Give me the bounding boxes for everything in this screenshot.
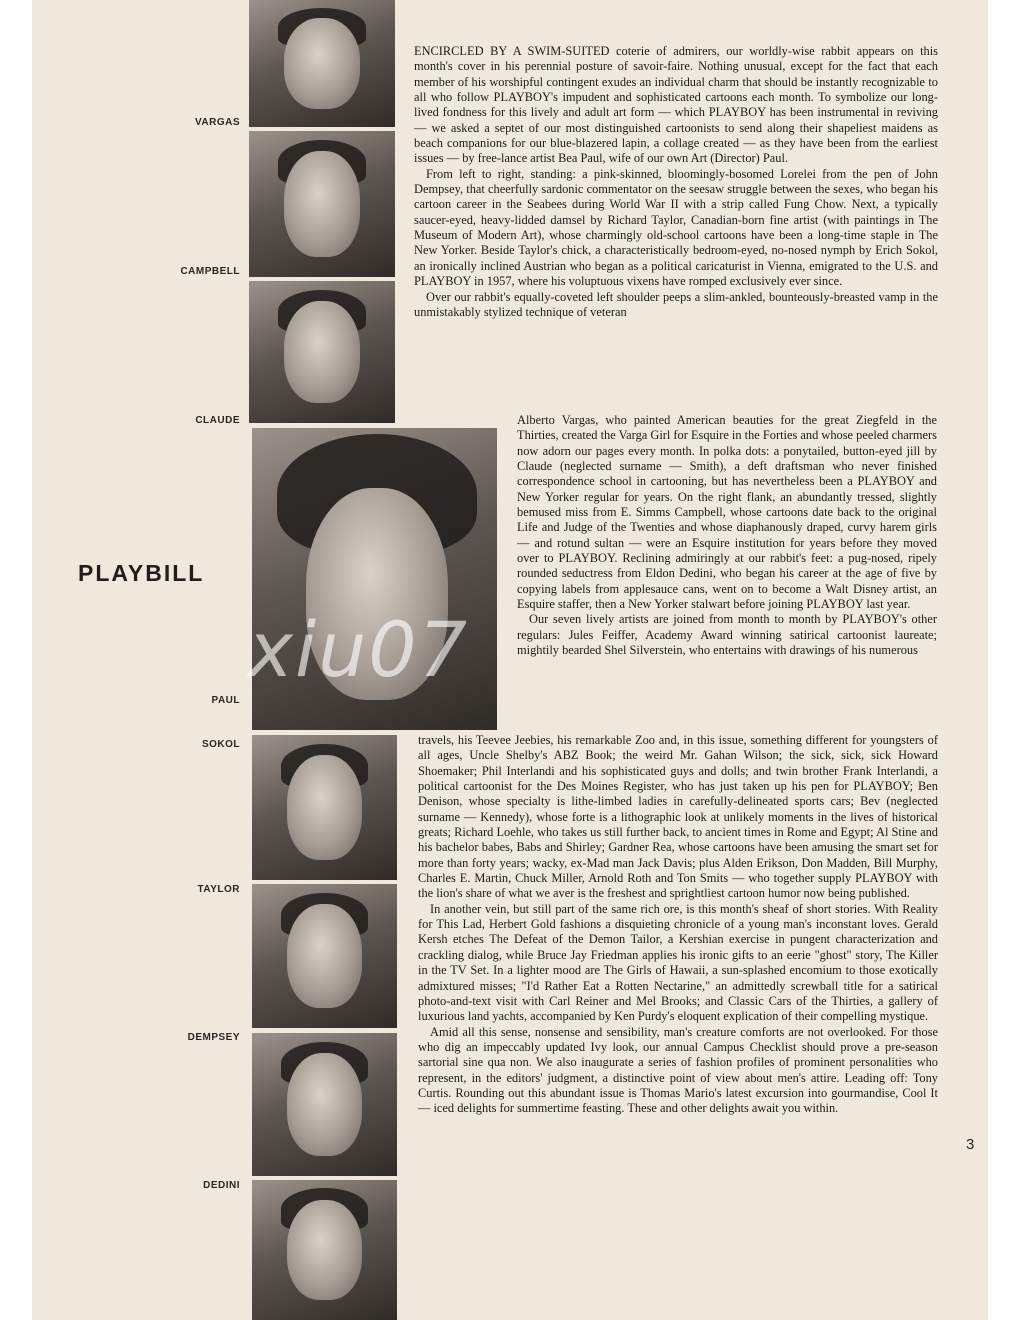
article-text-bottom [418,733,938,1117]
label-campbell: CAMPBELL [180,266,240,277]
portrait-vargas [249,0,395,127]
portrait-campbell [249,131,395,277]
paragraph-shoulder: Over our rabbit's equally-coveted left shoulder peeps a slim-ankled, bounteously-breasted vamp in the unmistakably stylized technique of veteran [414,289,938,319]
article-text-top [414,44,938,320]
portrait-claude [249,281,395,423]
portrait-dedini [252,1180,397,1320]
section-title: PLAYBILL [78,560,205,586]
label-taylor: TAYLOR [197,884,240,895]
label-paul: PAUL [211,695,240,706]
label-claude: CLAUDE [195,415,240,426]
paragraph-regulars: Our seven lively artists are joined from month to month by PLAYBOY's other regulars: Jules Feiffer, Academy Award winning satirical cartoonist laureate; mightily bearded Shel Silverstein, who entertains with drawings of his numerous [517,612,937,658]
watermark-text: xiu07 [248,605,469,694]
label-dedini: DEDINI [203,1180,240,1191]
paragraph-comforts: Amid all this sense, nonsense and sensibility, man's creature comforts are not overlooked. For those who dig an impeccably updated Ivy look, our annual Campus Checklist should prove a pre-season sartorial sine qua non. We also inaugurate a series of fashion profiles of prominent personalities who represent, in the editors' judgment, a distinctive point of view about men's attire. Leading off: Tony Curtis. Rounding out this abundant issue is Thomas Mario's latest excursion into gourmandise, Cool It — iced delights for summertime feasting. These and other delights await you within. [418,1024,938,1116]
portrait-dempsey [252,1033,397,1176]
page-number: 3 [966,1136,975,1153]
portrait-taylor [252,884,397,1028]
paragraph-standing: From left to right, standing: a pink-skinned, bloomingly-bosomed Lorelei from the pen of John Dempsey, that cheerfully sardonic commentator on the seesaw struggle between the sexes, who began his cartoon career in the Seabees during World War II with a strip called Fung Chow. Next, a typically saucer-eyed, heavy-lidded damsel by Richard Taylor, Canadian-born fine artist (with paintings in The Museum of Modern Art), whose charmingly old-school cartoons have been a long-time staple in The New Yorker. Beside Taylor's chick, a characteristically bedroom-eyed, no-nosed nymph by Erich Sokol, an ironically inclined Austrian who began as a political caricaturist in Vienna, emigrated to the U.S. and PLAYBOY in 1957, where his voluptuous vixens have romped exclusively ever since. [414,166,938,289]
label-sokol: SOKOL [201,739,240,750]
article-text-mid [517,413,937,659]
paragraph-cover: ENCIRCLED BY A SWIM-SUITED coterie of admirers, our worldly-wise rabbit appears on this month's cover in his perennial posture of savoir-faire. Nothing unusual, except for the fact that each member of his worshipful contingent exudes an individual charm that should be instantly recognizable to all who follow PLAYBOY's impudent and sophisticated cartoons each month. To symbolize our long-lived fondness for this lively and adult art form — which PLAYBOY has been instrumental in reviving — we asked a septet of our most distinguished cartoonists to send along their shapeliest maidens as beach companions for our blue-blazered lapin, a collage created — as they have been from the earliest issues — by free-lance artist Bea Paul, wife of our own Art (Director) Paul. [414,44,938,166]
paragraph-vargas: Alberto Vargas, who painted American beauties for the great Ziegfeld in the Thirties, created the Varga Girl for Esquire in the Forties and whose peeled charmers now adorn our pages every month. In polka dots: a ponytailed, button-eyed jill by Claude (neglected surname — Smith), a deft draftsman who never finished correspondence school in cartooning, but has nevertheless been a PLAYBOY and New Yorker regular for years. On the right flank, an abundantly tressed, slightly bemused miss from E. Simms Campbell, whose cartoons date back to the original Life and Judge of the Twenties and whose diaphanously draped, curvy harem girls — and rotund sultan — were an Esquire institution for years before they moved over to PLAYBOY. Reclining admiringly at our rabbit's feet: a pug-nosed, ripely rounded seductress from Eldon Dedini, who began his career at the age of five by copying labels from applesauce cans, went on to become a Walt Disney artist, an Esquire staffer, then a New Yorker stalwart before joining PLAYBOY last year. [517,413,937,612]
portrait-sokol [252,735,397,880]
label-dempsey: DEMPSEY [187,1032,240,1043]
label-vargas: VARGAS [194,117,240,128]
paragraph-stories: In another vein, but still part of the same rich ore, is this month's sheaf of short stories. With Reality for This Lad, Herbert Gold fashions a disquieting chronicle of a young man's inconstant loves. Gerald Kersh etches The Defeat of the Demon Tailor, a Kershian exercise in pungent characterization and crackling dialog, while Bruce Jay Friedman applies his ironic gifts to an eerie "ghost" story, The Killer in the TV Set. In a lighter mood are The Girls of Hawaii, a sun-splashed encomium to those exotically admixtured misses; "I'd Rather Eat a Rotten Nectarine," an admittedly screwball title for a satirical photo-and-text visit with Carl Reiner and Mel Brooks; and Classic Cars of the Thirties, a gallery of luxurious land yachts, accompanied by Ken Purdy's eloquent explication of their compelling mystique. [418,901,938,1024]
paragraph-travels: travels, his Teevee Jeebies, his remarkable Zoo and, in this issue, something different for youngsters of all ages, Uncle Shelby's ABZ Book; the weird Mr. Gahan Wilson; the sick, sick, sick Howard Shoemaker; Phil Interlandi and his sophisticated guys and dolls; and twin brother Frank Interlandi, a political cartoonist for the Des Moines Register, who has just taken up his pen for PLAYBOY; Ben Denison, whose specialty is lithe-limbed ladies in carefully-delineated sports cars; Bev (neglected surname — Kennedy), whose forte is a lithographic look at unlikely moments in the lives of historical greats; Richard Loehle, who takes us still further back, to ancient times in Rome and Egypt; Al Stine and his bachelor babes, Babs and Shirley; Gardner Rea, whose cartoons have been amusing the smart set for more than forty years; wacky, ex-Mad man Jack Davis; plus Alden Erikson, Don Madden, Bill Murphy, Charles E. Martin, Chuck Miller, Arnold Roth and Ton Smits — who together supply PLAYBOY with the lion's share of what we aver is the freshest and sprightliest cartoon humor now being published. [418,733,938,901]
portrait-paul [252,428,497,730]
